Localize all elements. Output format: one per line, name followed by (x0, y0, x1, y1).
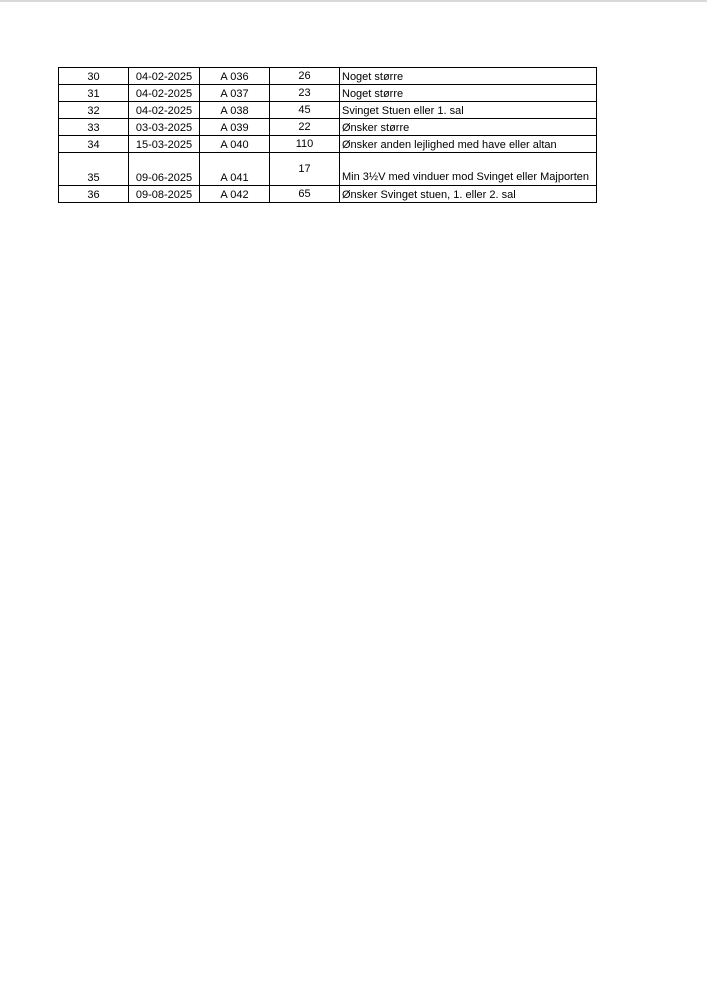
table-row (59, 102, 597, 119)
row-number-cell: 32 (59, 102, 129, 119)
table-row (59, 119, 597, 136)
date-cell: 04-02-2025 (129, 85, 200, 102)
apartment-id-cell: A 041 (200, 153, 270, 186)
apartment-id-cell: A 040 (200, 136, 270, 153)
row-number-cell: 31 (59, 85, 129, 102)
table-row (59, 68, 597, 85)
number-cell: 17 (270, 153, 340, 186)
row-number-cell: 30 (59, 68, 129, 85)
number-cell: 45 (270, 102, 340, 119)
number-cell: 22 (270, 119, 340, 136)
waitlist-table (58, 67, 597, 203)
note-cell: Min 3½V med vinduer mod Svinget eller Majporten (340, 153, 597, 186)
date-cell: 03-03-2025 (129, 119, 200, 136)
table-row (59, 153, 597, 186)
date-cell: 04-02-2025 (129, 102, 200, 119)
number-cell: 110 (270, 136, 340, 153)
number-cell: 26 (270, 68, 340, 85)
row-number-cell: 33 (59, 119, 129, 136)
note-cell: Noget større (340, 85, 597, 102)
apartment-id-cell: A 036 (200, 68, 270, 85)
row-number-cell: 34 (59, 136, 129, 153)
date-cell: 15-03-2025 (129, 136, 200, 153)
date-cell: 09-08-2025 (129, 186, 200, 203)
note-cell: Svinget Stuen eller 1. sal (340, 102, 597, 119)
table-row (59, 136, 597, 153)
table-row (59, 186, 597, 203)
apartment-id-cell: A 039 (200, 119, 270, 136)
note-cell: Ønsker større (340, 119, 597, 136)
date-cell: 04-02-2025 (129, 68, 200, 85)
row-number-cell: 36 (59, 186, 129, 203)
row-number-cell: 35 (59, 153, 129, 186)
number-cell: 23 (270, 85, 340, 102)
table-row (59, 85, 597, 102)
note-cell: Ønsker anden lejlighed med have eller altan (340, 136, 597, 153)
date-cell: 09-06-2025 (129, 153, 200, 186)
note-cell: Noget større (340, 68, 597, 85)
note-cell: Ønsker Svinget stuen, 1. eller 2. sal (340, 186, 597, 203)
apartment-id-cell: A 042 (200, 186, 270, 203)
number-cell: 65 (270, 186, 340, 203)
apartment-id-cell: A 037 (200, 85, 270, 102)
page-top-border (0, 0, 707, 2)
apartment-id-cell: A 038 (200, 102, 270, 119)
